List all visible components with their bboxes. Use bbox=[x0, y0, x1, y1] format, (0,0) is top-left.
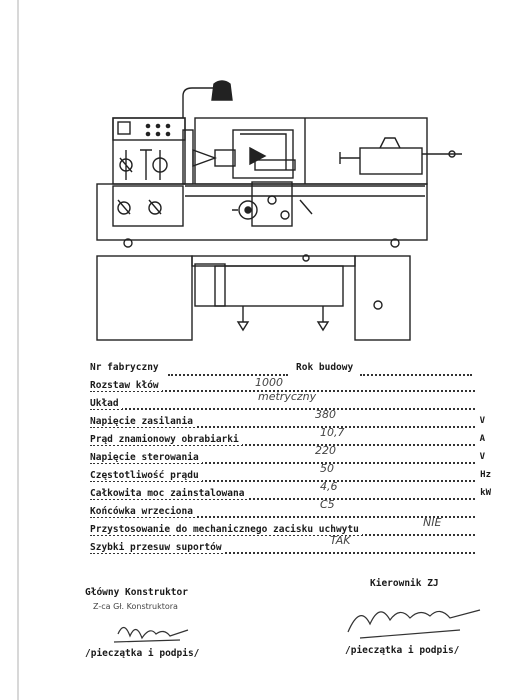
row-label: Napięcie zasilania bbox=[90, 416, 196, 427]
right-caption: /pieczątka i podpis/ bbox=[345, 645, 460, 656]
row-label: Końcówka wrzeciona bbox=[90, 506, 196, 517]
row-unit: V bbox=[479, 452, 485, 462]
rok-budowy-label: Rok budowy bbox=[296, 362, 354, 373]
row-value: 1000 bbox=[255, 376, 283, 389]
lamp-shade bbox=[212, 81, 232, 100]
row-value: C5 bbox=[320, 498, 335, 511]
row-przystosowanie bbox=[90, 516, 475, 538]
base-right bbox=[355, 256, 410, 340]
row-napiecie-zasilania bbox=[90, 408, 485, 430]
row-label: Szybki przesuw suportów bbox=[90, 542, 225, 553]
row-label: Układ bbox=[90, 398, 122, 409]
row-label: Przystosowanie do mechanicznego zacisku uchwytu bbox=[90, 524, 362, 535]
row-koncowka bbox=[90, 498, 475, 520]
lathe-bed bbox=[97, 184, 427, 240]
left-caption: /pieczątka i podpis/ bbox=[85, 648, 200, 659]
row-czestotliwosc bbox=[90, 462, 491, 484]
chip-tray bbox=[215, 266, 343, 306]
row-unit: Hz bbox=[480, 470, 491, 480]
row-value: TAK bbox=[330, 534, 351, 547]
row-value: 50 bbox=[320, 462, 334, 475]
row-uklad bbox=[90, 390, 475, 412]
row-value: metryczny bbox=[258, 390, 317, 403]
row-value: NIE bbox=[423, 516, 442, 529]
row-unit: A bbox=[479, 434, 485, 444]
nr-fabryczny-label: Nr fabryczny bbox=[90, 362, 159, 373]
row-label: Napięcie sterowania bbox=[90, 452, 202, 463]
row-label: Rozstaw kłów bbox=[90, 380, 162, 391]
control-knobs bbox=[146, 124, 171, 137]
row-prad bbox=[90, 426, 485, 448]
stamp-text: Z-ca Gł. Konstruktora bbox=[93, 602, 178, 611]
carriage-guard bbox=[233, 130, 293, 178]
row-value: 380 bbox=[315, 408, 336, 421]
tailstock bbox=[360, 148, 422, 174]
row-label: Prąd znamionowy obrabiarki bbox=[90, 434, 242, 445]
row-napiecie-sterowania bbox=[90, 444, 485, 466]
lamp-arm bbox=[183, 88, 214, 118]
row-value: 220 bbox=[315, 444, 336, 457]
row-szybki-przesuw bbox=[90, 534, 475, 556]
kierownik-title: Kierownik ZJ bbox=[370, 578, 439, 589]
row-value: 10,7 bbox=[320, 426, 345, 439]
row-unit: kW bbox=[480, 488, 491, 498]
row-label: Częstotliwość prądu bbox=[90, 470, 202, 481]
base-left bbox=[97, 256, 192, 340]
row-value: 4,6 bbox=[320, 480, 338, 493]
right-signature bbox=[340, 594, 490, 644]
glowny-konstruktor-title: Główny Konstruktor bbox=[85, 587, 188, 598]
row-moc bbox=[90, 480, 491, 502]
row-unit: V bbox=[479, 416, 485, 426]
row-label: Całkowita moc zainstalowana bbox=[90, 488, 247, 499]
rok-dots bbox=[360, 374, 472, 376]
left-signature bbox=[110, 612, 210, 652]
